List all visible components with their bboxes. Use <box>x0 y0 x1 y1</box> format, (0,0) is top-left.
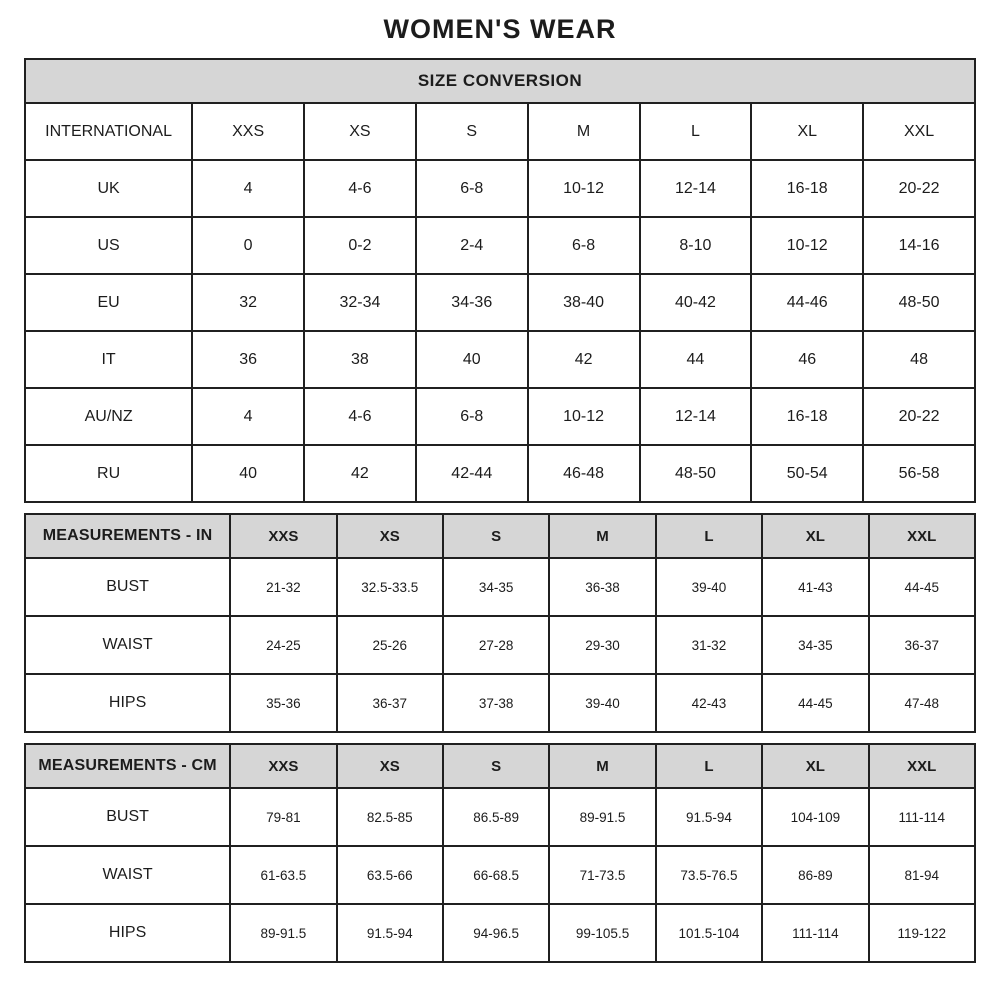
table-cell: 111-114 <box>869 788 975 846</box>
table-cell: 32.5-33.5 <box>337 558 443 616</box>
column-header: XS <box>337 514 443 558</box>
table-row <box>25 904 975 962</box>
column-header: XL <box>762 744 868 788</box>
page-title: WOMEN'S WEAR <box>383 14 617 44</box>
table-cell: 39-40 <box>656 558 762 616</box>
table-cell: 31-32 <box>656 616 762 674</box>
table-cell: 42 <box>528 331 640 388</box>
table-cell: 91.5-94 <box>656 788 762 846</box>
table-cell: 86-89 <box>762 846 868 904</box>
table-cell: 79-81 <box>230 788 336 846</box>
table-title-row <box>25 59 975 103</box>
table-cell: 21-32 <box>230 558 336 616</box>
table-cell: 0-2 <box>304 217 416 274</box>
table-cell: 40-42 <box>640 274 752 331</box>
table-cell: 16-18 <box>751 388 863 445</box>
table-cell: 6-8 <box>416 160 528 217</box>
column-header: L <box>656 744 762 788</box>
table-cell: 44 <box>640 331 752 388</box>
table-cell: 25-26 <box>337 616 443 674</box>
table-cell: 56-58 <box>863 445 975 502</box>
table-cell: 0 <box>192 217 304 274</box>
table-cell: 46-48 <box>528 445 640 502</box>
table-cell: 32 <box>192 274 304 331</box>
table-cell: 36-38 <box>549 558 655 616</box>
table-row <box>25 558 975 616</box>
table-cell: 4-6 <box>304 160 416 217</box>
column-header: XL <box>762 514 868 558</box>
table-cell: 34-35 <box>762 616 868 674</box>
table-cell: 44-45 <box>762 674 868 732</box>
table-cell: XS <box>304 103 416 160</box>
table-cell: 10-12 <box>751 217 863 274</box>
table-cell: 41-43 <box>762 558 868 616</box>
row-label: EU <box>25 274 192 331</box>
table-row <box>25 160 975 217</box>
table-cell: 66-68.5 <box>443 846 549 904</box>
table-cell: 12-14 <box>640 160 752 217</box>
table-cell: 94-96.5 <box>443 904 549 962</box>
row-label: BUST <box>25 558 230 616</box>
table-row <box>25 217 975 274</box>
table-cell: 14-16 <box>863 217 975 274</box>
table-row <box>25 388 975 445</box>
table-row <box>25 445 975 502</box>
row-label: WAIST <box>25 846 230 904</box>
column-header: XXL <box>869 514 975 558</box>
table-cell: 46 <box>751 331 863 388</box>
table-cell: 111-114 <box>762 904 868 962</box>
measurements-cm-table <box>24 743 976 963</box>
table-cell: 89-91.5 <box>549 788 655 846</box>
table-cell: 4-6 <box>304 388 416 445</box>
table-cell: 44-46 <box>751 274 863 331</box>
table-cell: 37-38 <box>443 674 549 732</box>
table-header-row <box>25 514 975 558</box>
table-cell: L <box>640 103 752 160</box>
column-header: M <box>549 514 655 558</box>
table-cell: 48 <box>863 331 975 388</box>
table-cell: 86.5-89 <box>443 788 549 846</box>
table-cell: 91.5-94 <box>337 904 443 962</box>
row-label: RU <box>25 445 192 502</box>
row-label: INTERNATIONAL <box>25 103 192 160</box>
table-cell: 4 <box>192 388 304 445</box>
row-label: BUST <box>25 788 230 846</box>
table-cell: 38 <box>304 331 416 388</box>
row-label: HIPS <box>25 904 230 962</box>
table-cell: 63.5-66 <box>337 846 443 904</box>
table-cell: 20-22 <box>863 388 975 445</box>
table-cell: 42 <box>304 445 416 502</box>
table-cell: 119-122 <box>869 904 975 962</box>
table-cell: 16-18 <box>751 160 863 217</box>
table-header-row <box>25 744 975 788</box>
table-row <box>25 674 975 732</box>
table-cell: M <box>528 103 640 160</box>
table-cell: 71-73.5 <box>549 846 655 904</box>
row-label: UK <box>25 160 192 217</box>
table-cell: 34-35 <box>443 558 549 616</box>
column-header: XXS <box>230 514 336 558</box>
table-cell: 29-30 <box>549 616 655 674</box>
table-cell: 39-40 <box>549 674 655 732</box>
row-label: AU/NZ <box>25 388 192 445</box>
table-cell: XXL <box>863 103 975 160</box>
table-cell: 36-37 <box>337 674 443 732</box>
table-cell: 42-44 <box>416 445 528 502</box>
column-header: L <box>656 514 762 558</box>
table-cell: XL <box>751 103 863 160</box>
table-cell: 6-8 <box>416 388 528 445</box>
column-header: S <box>443 514 549 558</box>
table-cell: 4 <box>192 160 304 217</box>
table-cell: 101.5-104 <box>656 904 762 962</box>
table-cell: 10-12 <box>528 160 640 217</box>
column-header: S <box>443 744 549 788</box>
table-cell: 36 <box>192 331 304 388</box>
table-cell: XXS <box>192 103 304 160</box>
table-cell: 42-43 <box>656 674 762 732</box>
table-cell: 34-36 <box>416 274 528 331</box>
table-cell: 81-94 <box>869 846 975 904</box>
table-row <box>25 331 975 388</box>
table-row <box>25 274 975 331</box>
table-row <box>25 788 975 846</box>
table-cell: 27-28 <box>443 616 549 674</box>
table-cell: 40 <box>416 331 528 388</box>
table-cell: 36-37 <box>869 616 975 674</box>
column-header: XXS <box>230 744 336 788</box>
table-cell: 24-25 <box>230 616 336 674</box>
table-cell: 73.5-76.5 <box>656 846 762 904</box>
row-label: IT <box>25 331 192 388</box>
table-cell: 48-50 <box>640 445 752 502</box>
table-row <box>25 616 975 674</box>
table-row <box>25 846 975 904</box>
row-label: HIPS <box>25 674 230 732</box>
table-corner-header: MEASUREMENTS - IN <box>25 514 230 558</box>
table-cell: 104-109 <box>762 788 868 846</box>
table-corner-header: MEASUREMENTS - CM <box>25 744 230 788</box>
table-cell: S <box>416 103 528 160</box>
table-cell: 38-40 <box>528 274 640 331</box>
table-cell: 35-36 <box>230 674 336 732</box>
table-cell: 47-48 <box>869 674 975 732</box>
column-header: XXL <box>869 744 975 788</box>
size-conversion-title: SIZE CONVERSION <box>25 59 975 103</box>
table-cell: 12-14 <box>640 388 752 445</box>
table-cell: 8-10 <box>640 217 752 274</box>
table-cell: 2-4 <box>416 217 528 274</box>
table-cell: 99-105.5 <box>549 904 655 962</box>
table-cell: 89-91.5 <box>230 904 336 962</box>
table-cell: 44-45 <box>869 558 975 616</box>
table-cell: 6-8 <box>528 217 640 274</box>
row-label: US <box>25 217 192 274</box>
column-header: M <box>549 744 655 788</box>
measurements-in-table <box>24 513 976 733</box>
table-cell: 20-22 <box>863 160 975 217</box>
table-row <box>25 103 975 160</box>
table-cell: 82.5-85 <box>337 788 443 846</box>
table-cell: 50-54 <box>751 445 863 502</box>
column-header: XS <box>337 744 443 788</box>
table-cell: 48-50 <box>863 274 975 331</box>
row-label: WAIST <box>25 616 230 674</box>
table-cell: 40 <box>192 445 304 502</box>
size-conversion-table <box>24 58 976 503</box>
table-cell: 10-12 <box>528 388 640 445</box>
table-cell: 61-63.5 <box>230 846 336 904</box>
table-cell: 32-34 <box>304 274 416 331</box>
